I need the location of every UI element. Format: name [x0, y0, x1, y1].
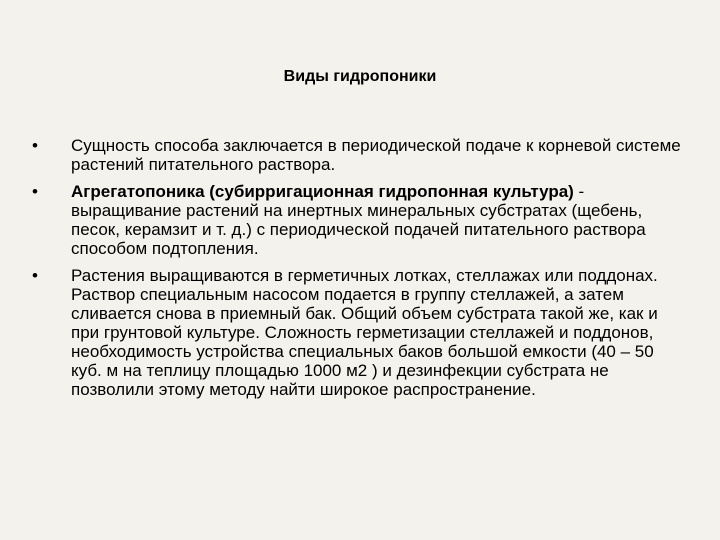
- bullet-list: [32, 136, 682, 407]
- bullet-item-essence: [32, 136, 682, 174]
- bullet-text: Растения выращиваются в герметичных лотках, стеллажах или поддонах. Раствор специальным насосом подается в группу стеллажей, а затем сливается снова в приемный бак. Общий объем субстрата такой же, как и при грунтовой культуре. Сложность герметизации стеллажей и поддонов, необходимость устройства специальных баков большой емкости (40 – 50 куб. м на теплицу площадью 1000 м2 ) и дезинфекции субстрата не позволили этому методу найти широкое распространение.: [71, 266, 658, 399]
- bullet-text: Сущность способа заключается в периодической подаче к корневой системе растений питательного раствора.: [71, 136, 681, 174]
- bullet-icon: •: [32, 182, 38, 201]
- bullet-icon: •: [32, 266, 38, 285]
- bullet-icon: •: [32, 136, 38, 155]
- slide-title: Виды гидропоники: [283, 68, 437, 85]
- bullet-item-method-details: [32, 266, 682, 399]
- bullet-term: Агрегатопоника (субирригационная гидропонная культура): [71, 182, 574, 201]
- bullet-item-aggregatoponics: [32, 182, 682, 258]
- bullet-text: - выращивание растений на инертных минеральных субстратах (щебень, песок, керамзит и т. д.) с периодической подачей питательного раствора способом подтопления.: [71, 182, 646, 258]
